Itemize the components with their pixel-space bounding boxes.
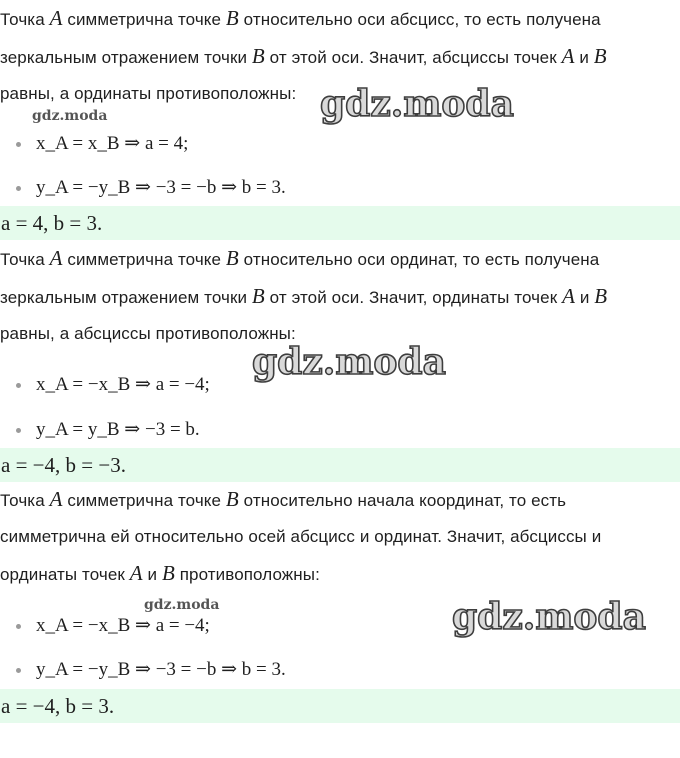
section-3-answer: a = −4, b = 3. <box>0 689 680 723</box>
section-3-line-3: ординаты точек A и B противоположны: <box>0 561 320 585</box>
section-2-answer: a = −4, b = −3. <box>0 448 680 482</box>
watermark-logo: gdz.moda <box>320 83 514 125</box>
section-1-bullet-2: y_A = −y_B ⇒ −3 = −b ⇒ b = 3. <box>16 173 656 203</box>
section-3-line-2: симметрична ей относительно осей абсцисс и ординат. Значит, абсциссы и <box>0 527 602 546</box>
section-2-paragraph <box>0 240 678 352</box>
bullet-dot-icon <box>16 186 21 191</box>
section-3-line-1: Точка A симметрична точке B относительно начала координат, то есть <box>0 487 567 511</box>
section-1-line-2: зеркальным отражением точки B от этой оси. Значит, абсциссы точек A и B <box>0 44 607 68</box>
section-3-paragraph <box>0 481 678 593</box>
section-2-bullet-2: y_A = y_B ⇒ −3 = b. <box>16 415 656 445</box>
watermark-logo-small: gdz.moda <box>32 108 108 124</box>
watermark-logo-small: gdz.moda <box>144 597 220 613</box>
bullet-dot-icon <box>16 624 21 629</box>
section-1-line-3: равны, а ординаты противоположны: <box>0 84 297 103</box>
section-2-line-2: зеркальным отражением точки B от этой оси. Значит, ординаты точек A и B <box>0 284 608 308</box>
bullet-dot-icon <box>16 428 21 433</box>
section-2-line-1: Точка A симметрична точке B относительно оси ординат, то есть получена <box>0 246 600 270</box>
section-3-bullet-2: y_A = −y_B ⇒ −3 = −b ⇒ b = 3. <box>16 655 656 685</box>
watermark-logo: gdz.moda <box>252 341 446 383</box>
section-3-bullet-1: x_A = −x_B ⇒ a = −4; <box>16 611 656 641</box>
bullet-dot-icon <box>16 668 21 673</box>
bullet-dot-icon <box>16 383 21 388</box>
section-1-answer: a = 4, b = 3. <box>0 206 680 240</box>
section-1-line-1: Точка A симметрична точке B относительно оси абсцисс, то есть получена <box>0 6 601 30</box>
section-2-line-3: равны, а абсциссы противоположны: <box>0 324 296 343</box>
section-1-bullet-1: x_A = x_B ⇒ a = 4; <box>16 129 656 159</box>
section-2-bullet-1: x_A = −x_B ⇒ a = −4; <box>16 370 656 400</box>
watermark-logo: gdz.moda <box>452 596 646 638</box>
bullet-dot-icon <box>16 142 21 147</box>
